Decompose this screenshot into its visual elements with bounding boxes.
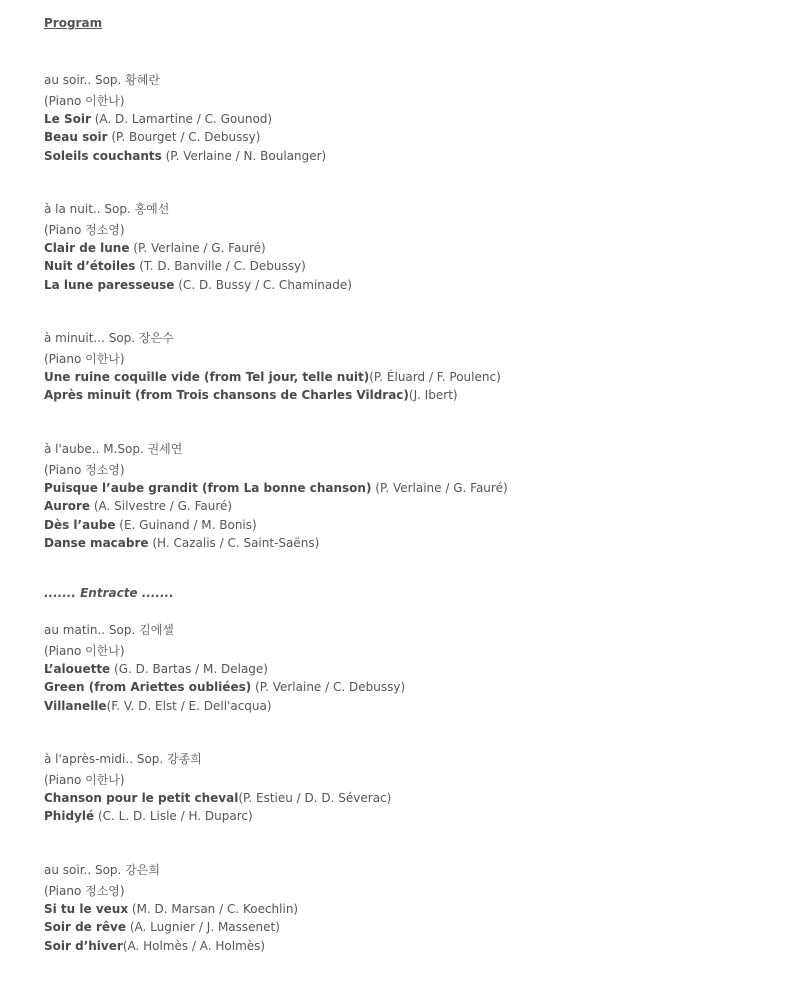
piece-line [44,128,774,146]
piece-title: L’alouette [44,662,111,677]
piece-title: Phidylé [44,809,95,824]
piece-credit: (P. Verlaine / C. Debussy) [251,680,406,695]
piece-title: Soir de rêve [44,920,127,935]
section-heading: au soir.. Sop. 황혜란 [44,73,160,87]
piano-credit: (Piano 정소영) [44,223,125,237]
piece-line [44,516,774,534]
piece-line [44,497,774,515]
piece-credit: (P. Verlaine / N. Boulanger) [161,148,327,163]
piece-credit: (C. L. D. Lisle / H. Duparc) [94,809,253,824]
piece-title: Puisque l’aube grandit (from La bonne chanson) [44,481,372,496]
piece-credit: (G. D. Bartas / M. Delage) [110,662,268,677]
piano-credit: (Piano 이한나) [44,352,125,366]
piece-credit: (P. Verlaine / G. Fauré) [129,241,266,256]
piece-title: Nuit d’étoiles [44,259,136,274]
piece-line [44,937,774,955]
piece-line [44,660,774,678]
piano-credit: (Piano 정소영) [44,884,125,898]
piece-title: Le Soir [44,112,91,127]
piano-credit: (Piano 이한나) [44,94,125,108]
piece-credit: (A. Holmès / A. Holmès) [122,938,266,953]
piece-line [44,918,774,936]
piece-credit: (P. Bourget / C. Debussy) [107,130,261,145]
piece-credit: (P. Éluard / F. Poulenc) [369,370,501,385]
piece-line [44,110,774,128]
section-heading: au matin.. Sop. 김에셀 [44,623,174,637]
piece-line [44,807,774,825]
piece-title: Une ruine coquille vide (from Tel jour, telle nuit) [44,370,370,385]
piece-title: La lune paresseuse [44,277,175,292]
section-a-la-nuit [44,200,774,294]
piece-credit: (P. Verlaine / G. Fauré) [371,481,508,496]
piece-line [44,534,774,552]
program-title: Program [44,16,103,30]
section-heading: à l'après-midi.. Sop. 강종희 [44,752,202,766]
piece-credit: (A. Silvestre / G. Fauré) [90,499,233,514]
piece-line [44,697,774,715]
piece-line [44,368,774,386]
piano-credit: (Piano 이한나) [44,773,125,787]
piece-line [44,678,774,696]
program-page [44,14,774,953]
piece-title: Clair de lune [44,241,130,256]
piece-title: Green (from Ariettes oubliées) [44,680,252,695]
piece-title: Chanson pour le petit cheval [44,791,239,806]
piece-credit: (J. Ibert) [408,388,458,403]
section-a-lapres-midi [44,750,774,826]
piece-credit: (H. Cazalis / C. Saint-Saëns) [148,535,320,550]
section-heading: à la nuit.. Sop. 홍예선 [44,202,170,216]
section-heading: à l'aube.. M.Sop. 권세연 [44,442,183,456]
piece-line [44,147,774,165]
section-au-soir-1 [44,71,774,165]
piece-line [44,276,774,294]
section-heading: à minuit... Sop. 장은수 [44,331,174,345]
piano-credit: (Piano 이한나) [44,644,125,658]
piece-credit: (E. Guinand / M. Bonis) [115,517,257,532]
piece-title: Aurore [44,499,91,514]
piece-title: Beau soir [44,130,108,145]
piece-title: Soleils couchants [44,148,162,163]
section-a-laube [44,440,774,552]
section-au-matin [44,621,774,715]
piano-credit: (Piano 정소영) [44,463,125,477]
piece-line [44,386,774,404]
piece-line [44,239,774,257]
piece-credit: (A. D. Lamartine / C. Gounod) [90,112,273,127]
piece-title: Dès l’aube [44,517,116,532]
piece-line [44,789,774,807]
piece-title: Danse macabre [44,535,149,550]
piece-credit: (A. Lugnier / J. Massenet) [126,920,280,935]
piece-credit: (P. Estieu / D. D. Séverac) [238,791,392,806]
section-au-soir-2 [44,861,774,955]
piece-line [44,257,774,275]
entracte-divider: ....... Entracte ....... [44,586,174,600]
piece-credit: (M. D. Marsan / C. Koechlin) [128,902,299,917]
piece-credit: (T. D. Banville / C. Debussy) [135,259,306,274]
piece-title: Si tu le veux [44,902,129,917]
piece-line [44,479,774,497]
piece-title: Villanelle [44,698,107,713]
piece-line [44,900,774,918]
piece-title: Après minuit (from Trois chansons de Charles Vildrac) [44,388,409,403]
piece-credit: (C. D. Bussy / C. Chaminade) [174,277,352,292]
section-a-minuit [44,329,774,405]
piece-credit: (F. V. D. Elst / E. Dell'acqua) [106,698,272,713]
piece-title: Soir d’hiver [44,938,123,953]
section-heading: au soir.. Sop. 강은희 [44,863,160,877]
